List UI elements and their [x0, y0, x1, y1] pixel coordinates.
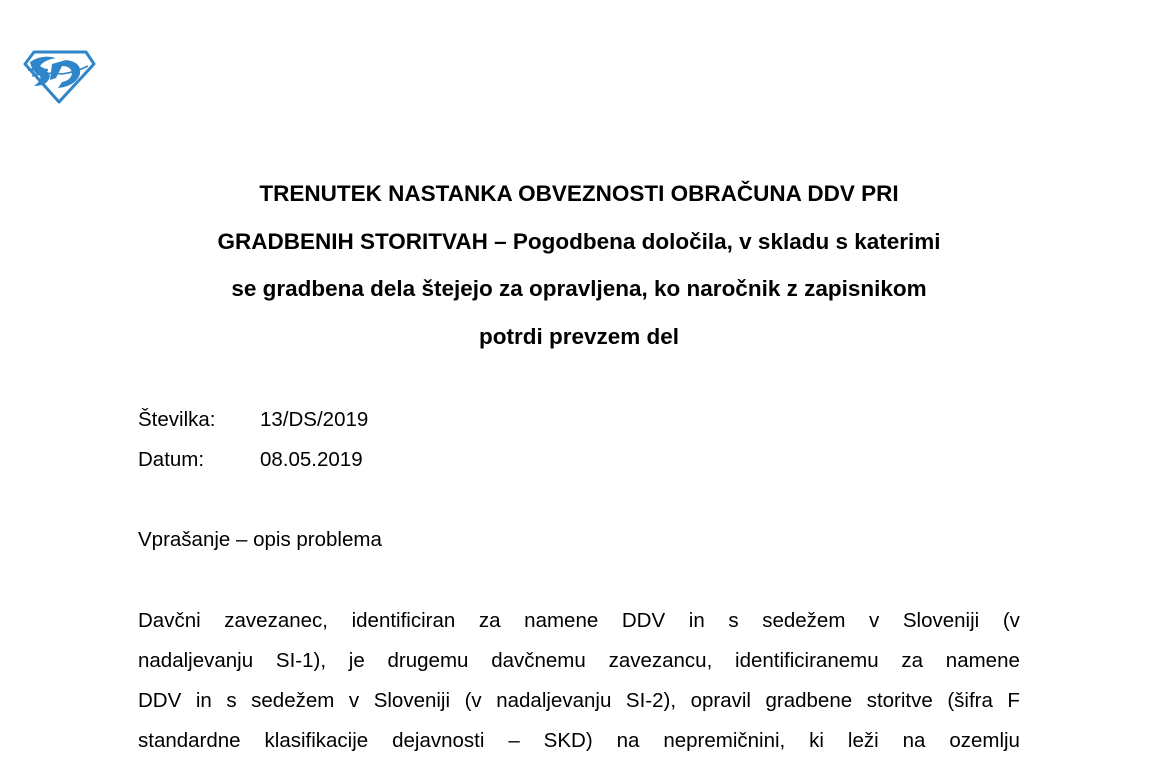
body-word: za: [478, 609, 501, 632]
body-word: (v: [1002, 609, 1020, 632]
body-word: Sloveniji: [373, 689, 451, 712]
section-heading: Vprašanje – opis problema: [138, 528, 382, 551]
body-word: zavezanec,: [224, 609, 328, 632]
body-word: DDV: [138, 689, 182, 712]
title-line-1: TRENUTEK NASTANKA OBVEZNOSTI OBRAČUNA DDV PRI: [259, 181, 899, 206]
body-word: Davčni: [138, 609, 201, 632]
body-word: Sloveniji: [902, 609, 980, 632]
body-word: je: [348, 649, 365, 672]
body-word: zavezancu,: [608, 649, 713, 672]
body-word: davčnemu: [491, 649, 586, 672]
body-word: SI-1),: [275, 649, 327, 672]
body-word: v: [869, 609, 880, 632]
body-word: namene: [945, 649, 1020, 672]
meta-date-row: [138, 440, 368, 480]
body-word: F: [1007, 689, 1020, 712]
body-word: nadaljevanju: [138, 649, 254, 672]
meta-number-row: [138, 400, 368, 440]
company-logo: [22, 50, 96, 104]
body-word: drugemu: [387, 649, 469, 672]
body-word: (šifra: [947, 689, 993, 712]
company-logo-icon: [22, 50, 96, 104]
body-word: nepremičnini,: [663, 729, 786, 752]
date-value: 08.05.2019: [260, 448, 363, 471]
body-word: SI-2),: [625, 689, 677, 712]
body-word: –: [508, 729, 520, 752]
body-word: sedežem: [251, 689, 335, 712]
body-word: leži: [847, 729, 879, 752]
body-word: in: [688, 609, 705, 632]
body-word: storitve: [866, 689, 933, 712]
body-word: standardne: [138, 729, 241, 752]
date-label: Datum:: [138, 448, 205, 471]
body-word: SKD): [543, 729, 593, 752]
body-word: klasifikacije: [264, 729, 369, 752]
body-word: (v: [464, 689, 482, 712]
body-word: identificiranemu: [735, 649, 879, 672]
body-paragraph: [138, 601, 1020, 761]
body-line: [138, 721, 1020, 761]
body-word: gradbene: [765, 689, 853, 712]
body-word: identificiran: [351, 609, 456, 632]
body-word: s: [226, 689, 237, 712]
body-word: na: [616, 729, 640, 752]
title-line-2: GRADBENIH STORITVAH – Pogodbena določila, v skladu s katerimi: [217, 228, 941, 254]
document-title: [138, 170, 1020, 360]
body-line: [138, 681, 1020, 721]
body-word: ki: [809, 729, 824, 752]
body-word: za: [901, 649, 924, 672]
body-word: in: [195, 689, 212, 712]
body-word: namene: [524, 609, 599, 632]
number-label: Številka:: [138, 408, 216, 431]
body-word: nadaljevanju: [496, 689, 612, 712]
body-word: dejavnosti: [392, 729, 485, 752]
document-meta: [138, 400, 368, 480]
body-word: opravil: [690, 689, 751, 712]
body-word: sedežem: [762, 609, 846, 632]
title-line-4: potrdi prevzem del: [478, 323, 680, 349]
body-word: v: [348, 689, 360, 712]
body-line: [138, 641, 1020, 681]
body-word: ozemlju: [949, 729, 1020, 752]
body-word: DDV: [621, 609, 666, 632]
number-value: 13/DS/2019: [260, 408, 369, 431]
body-word: s: [728, 609, 739, 632]
body-word: na: [902, 729, 926, 752]
body-line: [138, 601, 1020, 641]
title-line-3: se gradbena dela štejejo za opravljena, ko naročnik z zapisnikom: [231, 276, 927, 301]
